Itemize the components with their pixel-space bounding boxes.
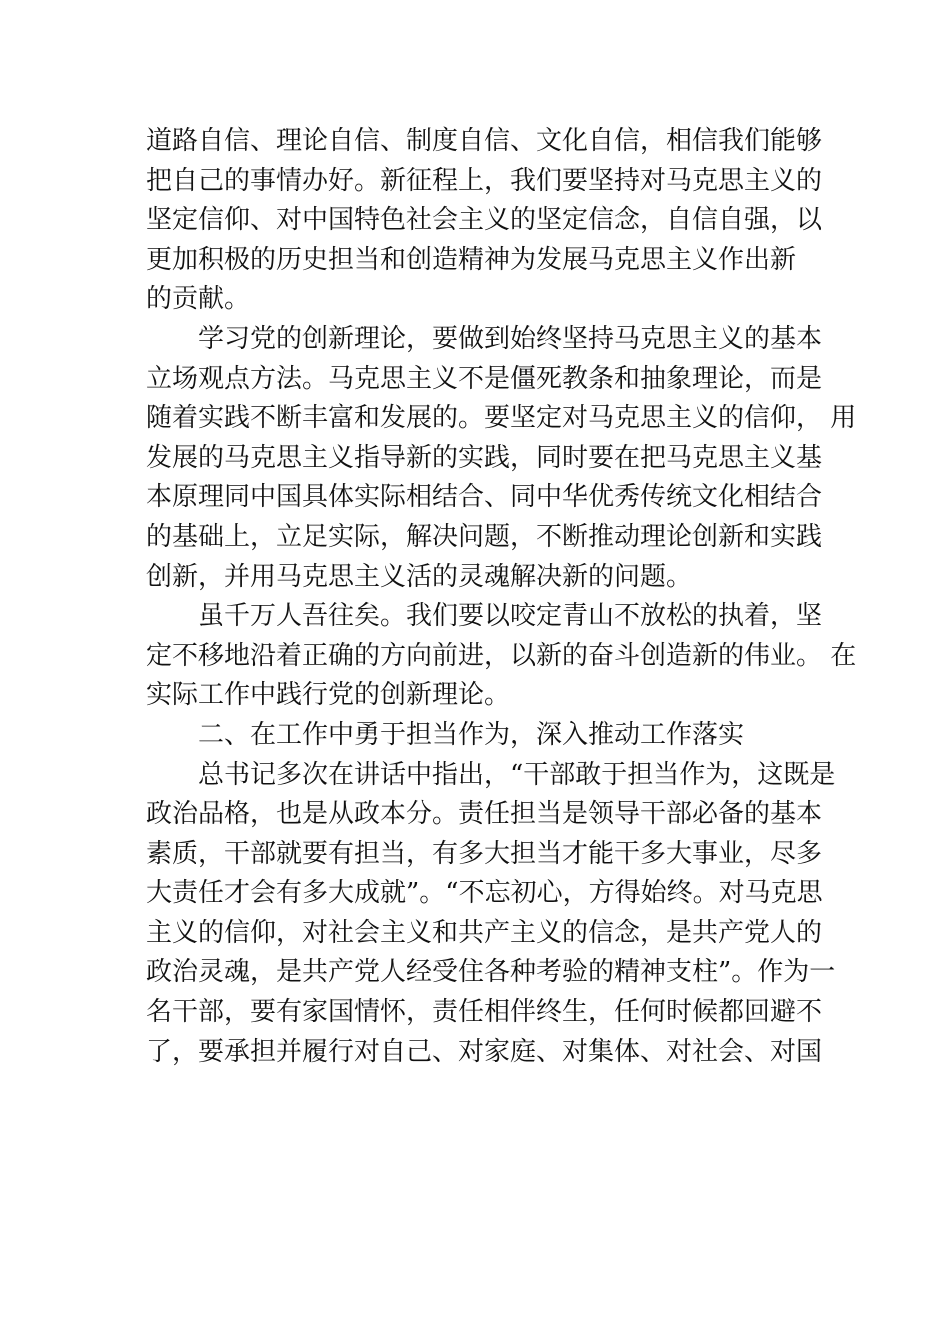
text-line: 发展的马克思主义指导新的实践，同时要在把马克思主义基 [146, 442, 823, 473]
text-line: 的贡献。 [146, 284, 251, 315]
text-line: 实际工作中践行党的创新理论。 [146, 680, 511, 711]
text-line: 本原理同中国具体实际相结合、同中华优秀传统文化相结合 [146, 482, 823, 513]
text-line: 更加积极的历史担当和创造精神为发展马克思主义作出新 [146, 244, 797, 275]
text-line: 学习党的创新理论，要做到始终坚持马克思主义的基本 [198, 323, 823, 354]
text-line: 创新，并用马克思主义活的灵魂解决新的问题。 [146, 561, 693, 592]
text-line: 素质，干部就要有担当，有多大担当才能干多大事业，尽多 [146, 838, 823, 869]
text-line: 总书记多次在讲话中指出，“干部敢于担当作为，这既是 [198, 759, 836, 790]
text-line: 随着实践不断丰富和发展的。要坚定对马克思主义的信仰， 用 [146, 403, 857, 434]
text-line: 名干部，要有家国情怀，责任相伴终生，任何时候都回避不 [146, 997, 823, 1028]
text-line: 大责任才会有多大成就”。“不忘初心，方得始终。对马克思 [146, 878, 823, 909]
text-line: 的基础上，立足实际，解决问题，不断推动理论创新和实践 [146, 521, 823, 552]
text-line: 政治灵魂，是共产党人经受住各种考验的精神支柱”。作为一 [146, 957, 836, 988]
section-heading: 二、在工作中勇于担当作为，深入推动工作落实 [198, 719, 745, 750]
text-line: 虽千万人吾往矣。我们要以咬定青山不放松的执着，坚 [198, 601, 823, 632]
text-line: 把自己的事情办好。新征程上，我们要坚持对马克思主义的 [146, 165, 823, 196]
text-line: 坚定信仰、对中国特色社会主义的坚定信念，自信自强，以 [146, 205, 823, 236]
text-line: 主义的信仰，对社会主义和共产主义的信念，是共产党人的 [146, 917, 823, 948]
text-line: 道路自信、理论自信、制度自信、文化自信，相信我们能够 [146, 126, 823, 156]
body-text [146, 122, 857, 1072]
text-line: 了，要承担并履行对自己、对家庭、对集体、对社会、对国 [146, 1036, 823, 1067]
text-line: 定不移地沿着正确的方向前进，以新的奋斗创造新的伟业。 在 [146, 640, 857, 671]
text-line: 政治品格，也是从政本分。责任担当是领导干部必备的基本 [146, 799, 823, 830]
text-line: 立场观点方法。马克思主义不是僵死教条和抽象理论，而是 [146, 363, 823, 394]
